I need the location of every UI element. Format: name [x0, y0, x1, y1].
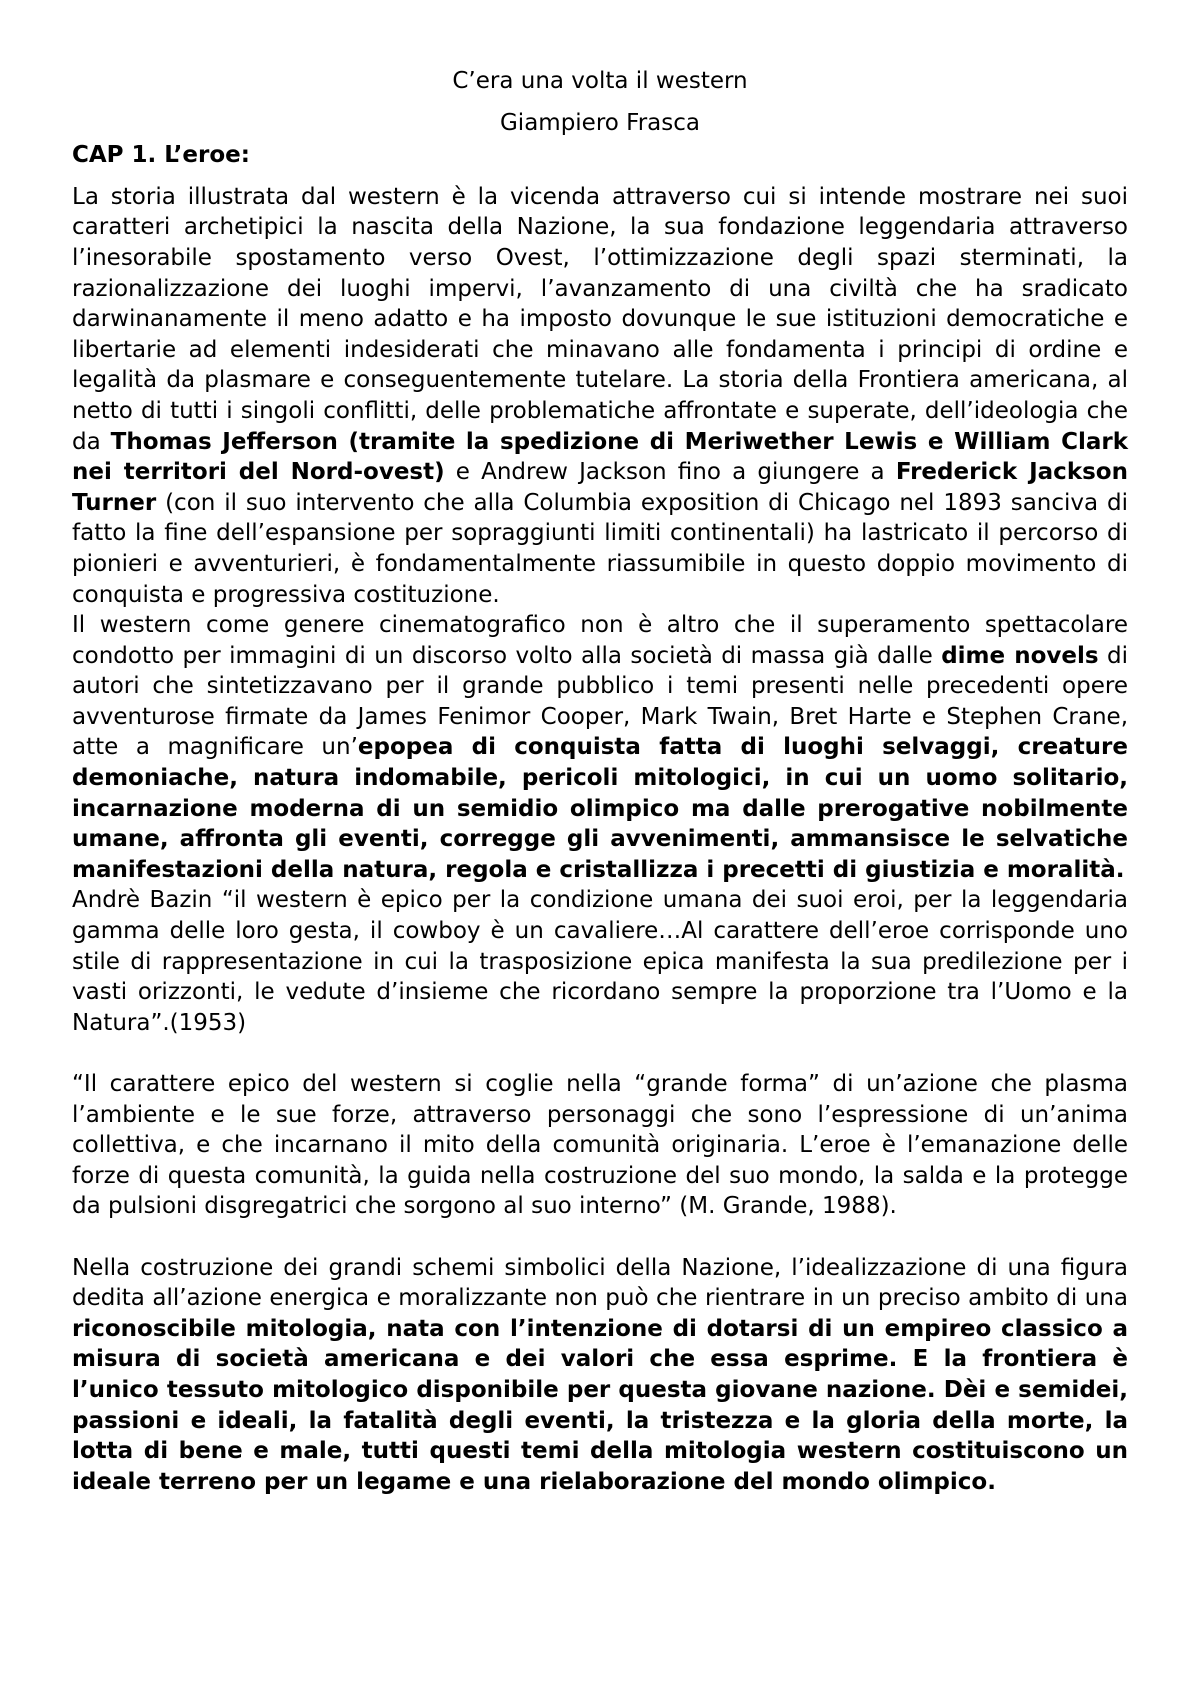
- paragraph-1: [72, 182, 1128, 610]
- paragraph-4-grande-quote: “Il carattere epico del western si coglie nella “grande forma” di un’azione che plasma l’ambiente e le sue forze, attraverso personaggi che sono l’espressione di un’anima collettiva, e che incarnano il mito della comunità originaria. L’eroe è l’emanazione delle forze di questa comunità, la guida nella costruzione del suo mondo, la salda e la protegge da pulsioni disgregatrici che sorgono al suo interno” (M. Grande, 1988).: [72, 1071, 1128, 1220]
- paragraph-3-bazin-quote: Andrè Bazin “il western è epico per la condizione umana dei suoi eroi, per la leggendaria gamma delle loro gesta, il cowboy è un cavaliere…Al carattere dell’eroe corrisponde uno stile di rappresentazione in cui la trasposizione epica manifesta la sua predilezione per i vasti orizzonti, le vedute d’insieme che ricordano sempre la proporzione tra l’Uomo e la Natura”.(1953): [72, 887, 1128, 1036]
- document-author: Giampiero Frasca: [499, 109, 700, 136]
- paragraph-2-text-a: Il western come genere cinematografico non è altro che il superamento spettacolare condotto per immagini di un discorso volto alla società di massa già dalle: [72, 612, 1128, 669]
- paragraph-2: [72, 610, 1128, 885]
- paragraph-1-text-a: La storia illustrata dal western è la vicenda attraverso cui si intende mostrare nei suoi caratteri archetipici la nascita della Nazione, la sua fondazione leggendaria attraverso l’inesorabile spostamento verso Ovest, l’ottimizzazione degli spazi sterminati, la razionalizzazione dei luoghi impervi, l’avanzamento di una civiltà che ha sradicato darwinanamente il meno adatto e ha imposto dovunque le sue istituzioni democratiche e libertarie ad elementi indesiderati che minavano alle fondamenta i principi di ordine e legalità da plasmare e conseguentemente tutelare. La storia della Frontiera americana, al netto di tutti i singoli conflitti, delle problematiche affrontate e superate, dell’ideologia che da: [72, 183, 1128, 455]
- paragraph-5: [72, 1253, 1128, 1498]
- blank-line: [72, 1222, 1128, 1253]
- paragraph-1-bold-a: Thomas Jefferson (tramite la spedizione di Meriwether Lewis e William Clark nei territori del Nord-ovest): [72, 428, 1128, 486]
- paragraph-2-bold-a: dime novels: [941, 642, 1099, 669]
- document-page: [72, 66, 1128, 1497]
- paragraph-1-text-c: (con il suo intervento che alla Columbia exposition di Chicago nel 1893 sanciva di fatto la fine dell’espansione per sopraggiunti limiti continentali) ha lastricato il percorso di pionieri e avventurieri, è fondamentalmente riassumibile in questo doppio movimento di conquista e progressiva costituzione.: [72, 489, 1128, 608]
- paragraph-5-text-a: Nella costruzione dei grandi schemi simbolici della Nazione, l’idealizzazione di una figura dedita all’azione energica e moralizzante non può che rientrare in un preciso ambito di una: [72, 1254, 1128, 1312]
- blank-line: [72, 1038, 1128, 1069]
- paragraph-2-text-b: di autori che sintetizzavano per il grande pubblico i temi presenti nelle precedenti opere avventurose firmate da James Fenimor Cooper, Mark Twain, Bret Harte e Stephen Crane, atte a magnificare un’: [72, 642, 1128, 761]
- document-title: C’era una volta il western: [452, 68, 748, 94]
- paragraph-2-bold-b: epopea di conquista fatta di luoghi selvaggi, creature demoniache, natura indomabile, pericoli mitologici, in cui un uomo solitario, incarnazione moderna di un semidio olimpico ma dalle prerogative nobilmente umane, affronta gli eventi, corregge gli avvenimenti, ammansisce le selvatiche manifestazioni della natura, regola e cristallizza i precetti di giustizia e moralità.: [72, 734, 1129, 883]
- paragraph-1-text-b: e Andrew Jackson fino a giungere a: [444, 459, 896, 486]
- paragraph-1-bold-b: Frederick Jackson Turner: [72, 459, 1128, 516]
- paragraph-5-bold-a: riconoscibile mitologia, nata con l’intenzione di dotarsi di un empireo classico a misura di società americana e dei valori che essa esprime. E la frontiera è l’unico tessuto mitologico disponibile per questa giovane nazione. Dèi e semidei, passioni e ideali, la fatalità degli eventi, la tristezza e la gloria della morte, la lotta di bene e male, tutti questi temi della mitologia western costituiscono un ideale terreno per un legame e una rielaborazione del mondo olimpico.: [72, 1315, 1128, 1495]
- chapter-heading: CAP 1. L’eroe:: [72, 142, 250, 169]
